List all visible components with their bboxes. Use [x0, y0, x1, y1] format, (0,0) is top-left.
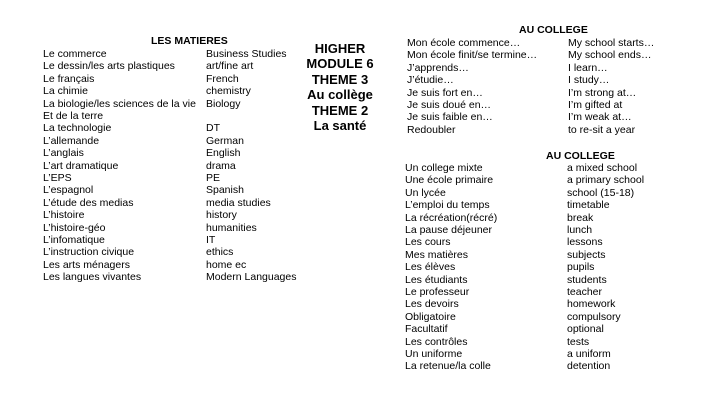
- french-term: L’EPS: [43, 172, 72, 184]
- page-title: [298, 41, 382, 133]
- french-term: Facultatif: [405, 323, 448, 336]
- english-term: a primary school: [567, 174, 645, 187]
- english-term: students: [567, 273, 607, 286]
- french-term: L’allemande: [43, 134, 100, 147]
- french-term: La récréation(récré): [405, 211, 498, 224]
- title-line: MODULE 6: [306, 56, 374, 72]
- english-term: drama: [206, 159, 236, 172]
- title-line: HIGHER: [314, 41, 366, 56]
- english-term: homework: [567, 298, 616, 311]
- french-term: Un uniforme: [405, 348, 463, 360]
- english-term: chemistry: [206, 85, 251, 98]
- french-term: J’étudie…: [407, 74, 454, 87]
- english-term: lunch: [567, 224, 593, 236]
- college2-heading: AU COLLEGE: [546, 150, 615, 162]
- english-term: break: [567, 211, 594, 224]
- french-term: Mes matières: [405, 248, 469, 261]
- english-term: Business Studies: [206, 48, 287, 60]
- french-term: Un lycée: [405, 186, 446, 199]
- english-term: teacher: [567, 286, 603, 298]
- title-line: THEME 2: [311, 102, 369, 118]
- english-term: I learn…: [568, 61, 608, 74]
- matieres-table: [43, 48, 303, 288]
- english-term: I’m weak at…: [568, 111, 632, 124]
- english-term: media studies: [206, 196, 271, 209]
- french-term: Les étudiants: [405, 273, 468, 286]
- english-term: lessons: [567, 236, 603, 249]
- english-term: subjects: [567, 248, 606, 261]
- french-term: La retenue/la colle: [405, 360, 491, 373]
- french-term: Mon école finit/se termine…: [407, 49, 538, 62]
- english-term: Biology: [206, 97, 241, 110]
- french-term: L’anglais: [43, 147, 84, 160]
- english-term: German: [206, 134, 244, 147]
- college1-table: [407, 37, 677, 137]
- english-term: home ec: [206, 258, 247, 271]
- french-term: L’infomatique: [43, 234, 105, 246]
- french-term: L’histoire-géo: [43, 221, 106, 234]
- english-term: My school ends…: [568, 49, 652, 62]
- english-term: Modern Languages: [206, 271, 297, 284]
- english-term: I’m strong at…: [568, 86, 637, 99]
- french-term: J’apprends…: [407, 61, 469, 74]
- french-term: La biologie/les sciences de la vie: [43, 97, 196, 110]
- english-term: humanities: [206, 221, 257, 234]
- french-term: L’espagnol: [43, 184, 94, 197]
- title-line: Au collège: [307, 87, 373, 103]
- english-term: DT: [206, 122, 220, 135]
- french-term: Le français: [43, 72, 95, 85]
- english-term: I’m gifted at: [568, 99, 623, 111]
- title-line: La santé: [313, 118, 367, 134]
- french-term: Je suis faible en…: [407, 111, 493, 124]
- english-term: school (15-18): [567, 186, 635, 199]
- english-term: tests: [567, 335, 590, 348]
- french-term: Et de la terre: [43, 110, 104, 122]
- french-term: Les devoirs: [405, 298, 459, 311]
- english-term: PE: [206, 172, 221, 184]
- french-term: Les élèves: [405, 261, 456, 274]
- french-term: L’histoire: [43, 209, 85, 222]
- french-term: L’emploi du temps: [405, 199, 490, 212]
- matieres-heading: LES MATIERES: [151, 35, 228, 47]
- college1-heading: AU COLLEGE: [519, 24, 588, 36]
- english-term: pupils: [567, 261, 595, 274]
- english-term: a mixed school: [567, 162, 638, 174]
- english-term: compulsory: [567, 310, 621, 323]
- english-term: to re-sit a year: [568, 123, 636, 136]
- title-line: THEME 3: [311, 71, 369, 87]
- french-term: Une école primaire: [405, 174, 494, 187]
- french-term: L’art dramatique: [43, 159, 119, 172]
- french-term: Les contrôles: [405, 335, 468, 348]
- english-term: history: [206, 209, 237, 222]
- french-term: Je suis fort en…: [407, 86, 483, 99]
- college2-table: [405, 162, 675, 377]
- french-term: Je suis doué en…: [407, 99, 492, 111]
- french-term: Le commerce: [43, 48, 107, 60]
- french-term: Mon école commence…: [407, 37, 521, 49]
- french-term: La pause déjeuner: [405, 224, 492, 236]
- english-term: I study…: [568, 74, 610, 87]
- french-term: Redoubler: [407, 123, 456, 136]
- french-term: Les arts ménagers: [43, 258, 130, 271]
- french-term: Les langues vivantes: [43, 271, 142, 284]
- english-term: art/fine art: [206, 60, 254, 73]
- french-term: Les cours: [405, 236, 451, 249]
- french-term: La chimie: [43, 85, 88, 98]
- french-term: L’étude des medias: [43, 196, 134, 209]
- english-term: detention: [567, 360, 611, 373]
- english-term: English: [206, 147, 241, 160]
- french-term: Obligatoire: [405, 310, 456, 323]
- english-term: a uniform: [567, 348, 611, 360]
- english-term: My school starts…: [568, 37, 655, 49]
- french-term: L’instruction civique: [43, 246, 135, 259]
- french-term: Un college mixte: [405, 162, 483, 174]
- english-term: optional: [567, 323, 604, 336]
- french-term: Le professeur: [405, 286, 470, 298]
- french-term: Le dessin/les arts plastiques: [43, 60, 175, 73]
- english-term: ethics: [206, 246, 234, 259]
- english-term: Spanish: [206, 184, 244, 197]
- english-term: French: [206, 72, 239, 85]
- english-term: timetable: [567, 199, 610, 212]
- english-term: IT: [206, 234, 216, 246]
- french-term: La technologie: [43, 122, 112, 135]
